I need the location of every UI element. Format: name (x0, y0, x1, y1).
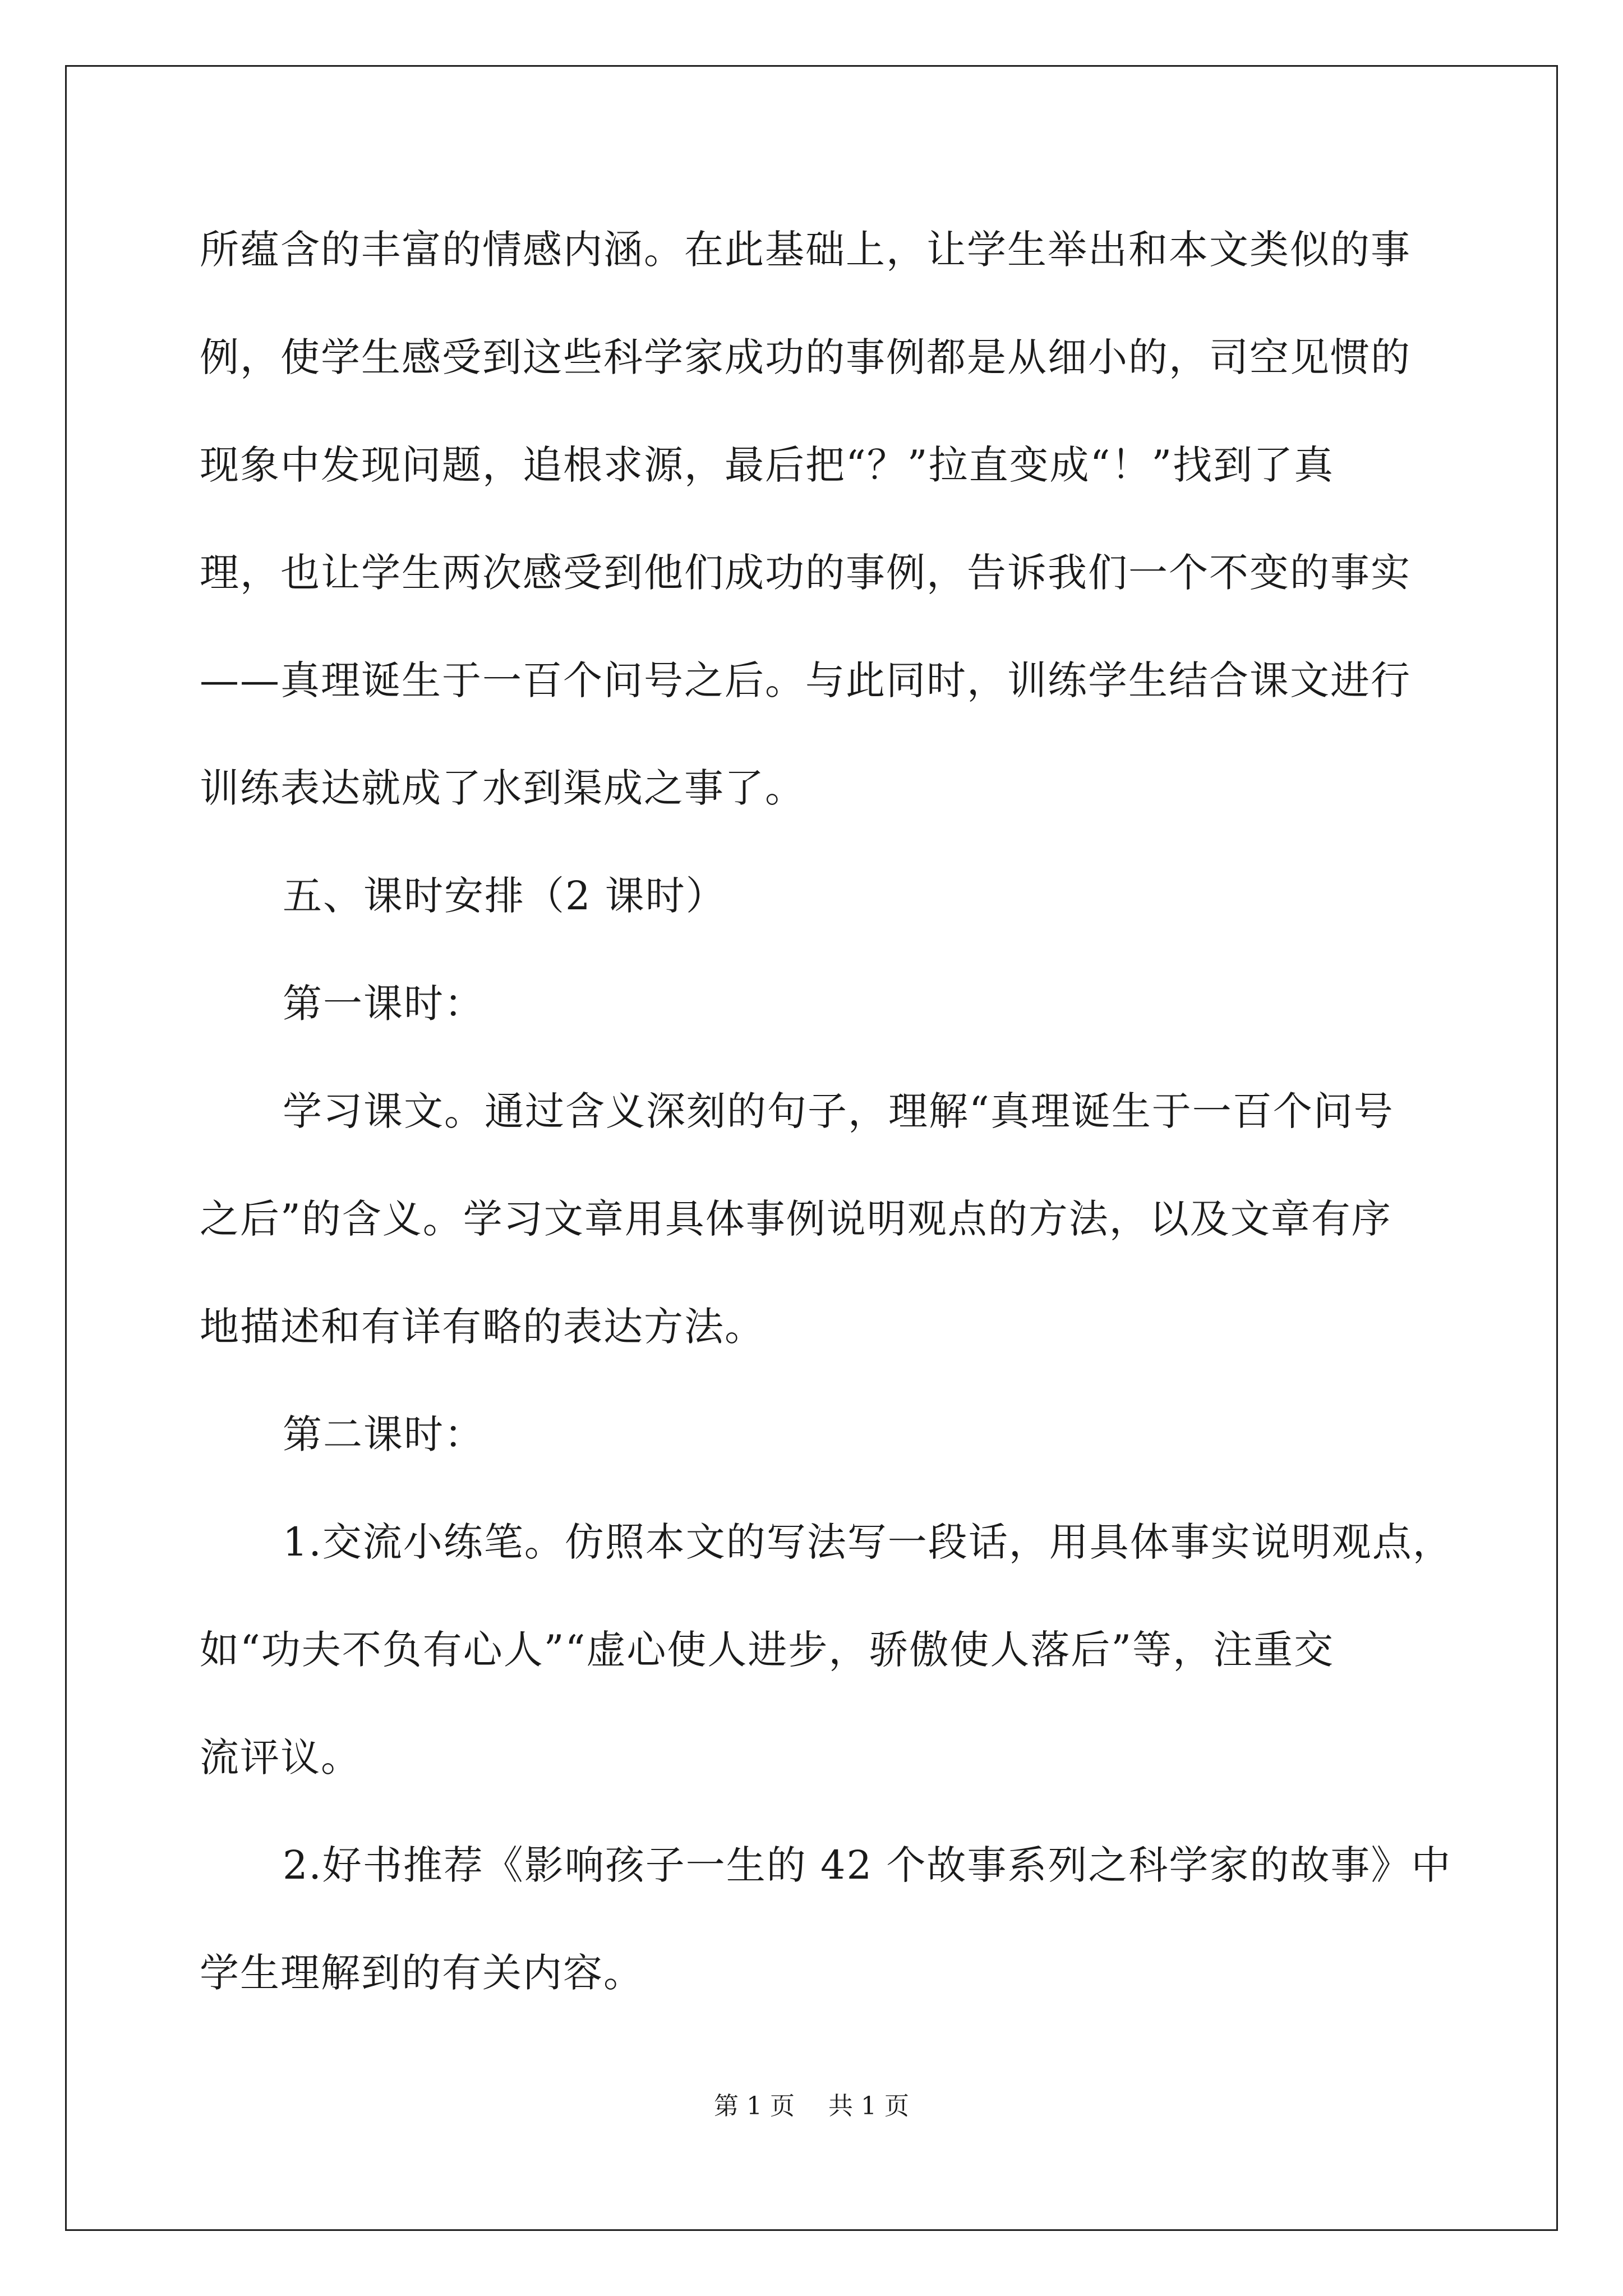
text-line: 之后”的含义。学习文章用具体事例说明观点的方法，以及文章有序 (200, 1196, 1392, 1242)
list-item-line: 1.交流小练笔。仿照本文的写法写一段话，用具体事实说明观点， (283, 1519, 1453, 1565)
text-line: 学习课文。通过含义深刻的句子，理解“真理诞生于一百个问号 (283, 1088, 1394, 1134)
lesson-heading: 第二课时： (283, 1411, 485, 1457)
page-number-current: 第 1 页 (714, 2092, 795, 2120)
list-item-line: 学生理解到的有关内容。 (200, 1950, 644, 1996)
page-border (65, 65, 1558, 2231)
page-footer (0, 2087, 1623, 2126)
lesson-heading: 第一课时： (283, 981, 485, 1027)
text-line: 地描述和有详有略的表达方法。 (200, 1304, 765, 1350)
text-line: 训练表达就成了水到渠成之事了。 (200, 765, 805, 811)
section-heading: 五、课时安排（2 课时） (283, 873, 726, 919)
text-line: 现象中发现问题，追根求源，最后把“？”拉直变成“！”找到了真 (200, 442, 1335, 488)
list-item-line: 流评议。 (200, 1734, 361, 1780)
list-item-line: 2.好书推荐《影响孩子一生的 42 个故事系列之科学家的故事》中 (283, 1842, 1452, 1888)
text-line: 所蕴含的丰富的情感内涵。在此基础上，让学生举出和本文类似的事 (200, 227, 1411, 273)
page-number-total: 共 1 页 (828, 2092, 909, 2120)
text-line: 理，也让学生两次感受到他们成功的事例，告诉我们一个不变的事实 (200, 550, 1411, 596)
list-item-line: 如“功夫不负有心人”“虚心使人进步，骄傲使人落后”等，注重交 (200, 1627, 1335, 1673)
text-line: ——真理诞生于一百个问号之后。与此同时，训练学生结合课文进行 (200, 657, 1411, 703)
text-line: 例，使学生感受到这些科学家成功的事例都是从细小的，司空见惯的 (200, 334, 1411, 380)
